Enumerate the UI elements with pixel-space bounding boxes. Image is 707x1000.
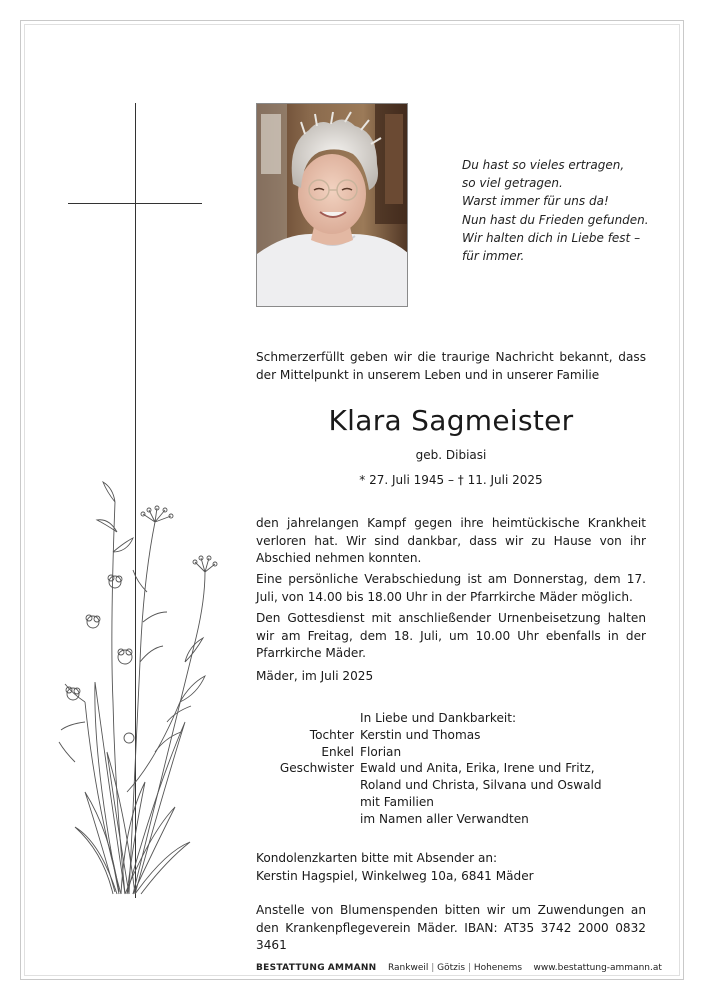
mourner-names: mit Familien (360, 794, 434, 809)
deceased-name: Klara Sagmeister (328, 404, 574, 437)
mourner-role (256, 777, 360, 794)
mourner-row (256, 744, 602, 761)
body-paragraph-1: den jahrelangen Kampf gegen ihre heimtückische Krankheit verloren hat. Wir sind dankbar, dass wir zu Hause von ihr Abschied nehmen konnten. (256, 516, 646, 565)
mourner-names: Florian (360, 744, 402, 759)
poem-line: für immer. (462, 249, 525, 264)
mourner-row (256, 794, 602, 811)
poem (462, 156, 649, 265)
mourner-names: Roland und Christa, Silvana und Oswald (360, 778, 602, 793)
place-date: Mäder, im Juli 2025 (256, 669, 374, 683)
footer: BESTATTUNG AMMANN Rankweil | Götzis | Hohenems www.bestattung-ammann.at (256, 963, 662, 973)
mourner-role (256, 811, 360, 828)
poem-line: so viel getragen. (462, 176, 563, 191)
mourner-row (256, 727, 602, 744)
poem-line: Wir halten dich in Liebe fest – (462, 230, 641, 245)
mourner-role: Geschwister (279, 761, 354, 776)
intro-text: Schmerzerfüllt geben wir die traurige Nachricht bekannt, dass der Mittelpunkt in unserem Leben und in unserer Familie (256, 350, 646, 382)
mourners-list (256, 710, 602, 828)
poem-line: Warst immer für uns da! (462, 194, 609, 209)
condolence-address: Kerstin Hagspiel, Winkelweg 10a, 6841 Mäder (256, 868, 534, 883)
mourner-names: Kerstin und Thomas (360, 727, 481, 742)
footer-location: Hohenems (473, 963, 523, 973)
footer-company-a: BESTATTUNG (256, 963, 325, 973)
footer-website: www.bestattung-ammann.at (533, 963, 662, 973)
mourner-role: Tochter (309, 727, 354, 742)
mourner-role (256, 794, 360, 811)
mourner-row (256, 777, 602, 794)
wildflower-illustration (55, 462, 225, 906)
mourner-role: Enkel (321, 744, 354, 759)
footer-location: Rankweil (387, 963, 429, 973)
body-paragraph-3: Den Gottesdienst mit anschließender Urnenbeisetzung halten wir am Freitag, dem 18. Juli, um 10.00 Uhr ebenfalls in der Pfarrkirche Mäder. (256, 611, 646, 660)
mourner-role (256, 710, 360, 727)
body-paragraph-2: Eine persönliche Verabschiedung ist am Donnerstag, dem 17. Juli, von 14.00 bis 18.00 Uhr in der Pfarrkirche Mäder möglich. (256, 572, 646, 604)
maiden-name: geb. Dibiasi (415, 448, 487, 462)
mourner-row (256, 710, 602, 727)
mourner-row (256, 760, 602, 777)
mourner-names: In Liebe und Dankbarkeit: (360, 711, 517, 725)
life-dates: * 27. Juli 1945 – † 11. Juli 2025 (359, 473, 543, 487)
condolence-block (256, 850, 646, 885)
footer-company-b: AMMANN (327, 963, 377, 973)
cross-icon-horizontal (68, 203, 202, 204)
portrait-photo (256, 103, 408, 307)
mourner-row (256, 811, 602, 828)
donation-text: Anstelle von Blumenspenden bitten wir um Zuwendungen an den Krankenpflegeverein Mäder. IBAN: AT35 3742 2000 0832 3461 (256, 903, 646, 952)
mourner-names: im Namen aller Verwandten (360, 811, 529, 826)
mourner-names: Ewald und Anita, Erika, Irene und Fritz, (360, 761, 595, 776)
footer-location: Götzis (437, 963, 466, 973)
poem-line: Nun hast du Frieden gefunden. (462, 212, 649, 227)
condolence-line: Kondolenzkarten bitte mit Absender an: (256, 851, 498, 865)
poem-line: Du hast so vieles ertragen, (462, 158, 625, 172)
